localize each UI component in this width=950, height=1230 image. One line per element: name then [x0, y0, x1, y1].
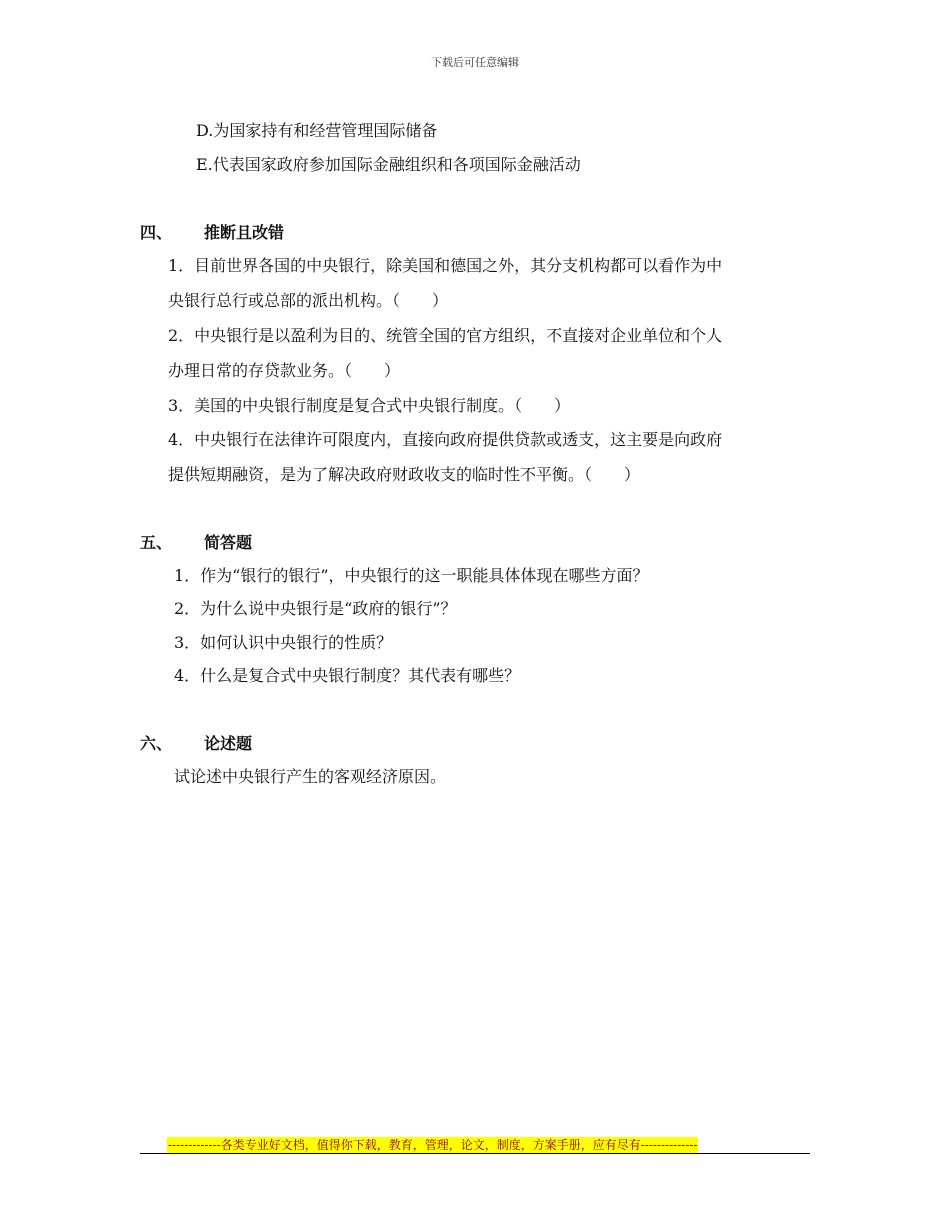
footer-rule: [140, 1153, 810, 1154]
question-line: 2．为什么说中央银行是“政府的银行”？: [174, 599, 457, 618]
question-line: 4．中央银行在法律许可限度内，直接向政府提供贷款或透支，这主要是向政府: [168, 430, 723, 449]
option-e: E.代表国家政府参加国际金融组织和各项国际金融活动: [196, 155, 581, 174]
section-heading-short-answer: [140, 533, 252, 553]
section-number: 六、: [140, 734, 173, 753]
section-title: 论述题: [204, 734, 253, 753]
page-header: 下载后可任意编辑: [431, 56, 519, 69]
section-number: 五、: [140, 533, 173, 552]
question-line: 3．如何认识中央银行的性质？: [174, 633, 393, 652]
section-title: 简答题: [204, 533, 253, 552]
question-line: 央银行总行或总部的派出机构。（ ）: [168, 291, 449, 310]
question-line: 1．目前世界各国的中央银行，除美国和德国之外，其分支机构都可以看作为中: [168, 256, 723, 275]
section-title: 推断且改错: [204, 223, 285, 242]
question-line: 4．什么是复合式中央银行制度？其代表有哪些？: [174, 666, 521, 685]
section-heading-essay: [140, 734, 252, 754]
section-heading-judge-correct: [140, 223, 284, 243]
question-line: 试论述中央银行产生的客观经济原因。: [174, 767, 447, 786]
section-number: 四、: [140, 223, 173, 242]
question-line: 1．作为“银行的银行”，中央银行的这一职能具体体现在哪些方面？: [174, 566, 649, 585]
footer-banner: -------------各类专业好文档，值得你下载，教育，管理，论文，制度，方案手册，应有尽有--------------: [168, 1138, 698, 1152]
option-d: D.为国家持有和经营管理国际储备: [196, 121, 438, 140]
question-line: 提供短期融资，是为了解决政府财政收支的临时性不平衡。（ ）: [168, 465, 641, 484]
question-line: 2．中央银行是以盈利为目的、统管全国的官方组织，不直接对企业单位和个人: [168, 326, 723, 345]
question-line: 办理日常的存贷款业务。（ ）: [168, 361, 401, 380]
question-line: 3．美国的中央银行制度是复合式中央银行制度。（ ）: [168, 396, 571, 415]
